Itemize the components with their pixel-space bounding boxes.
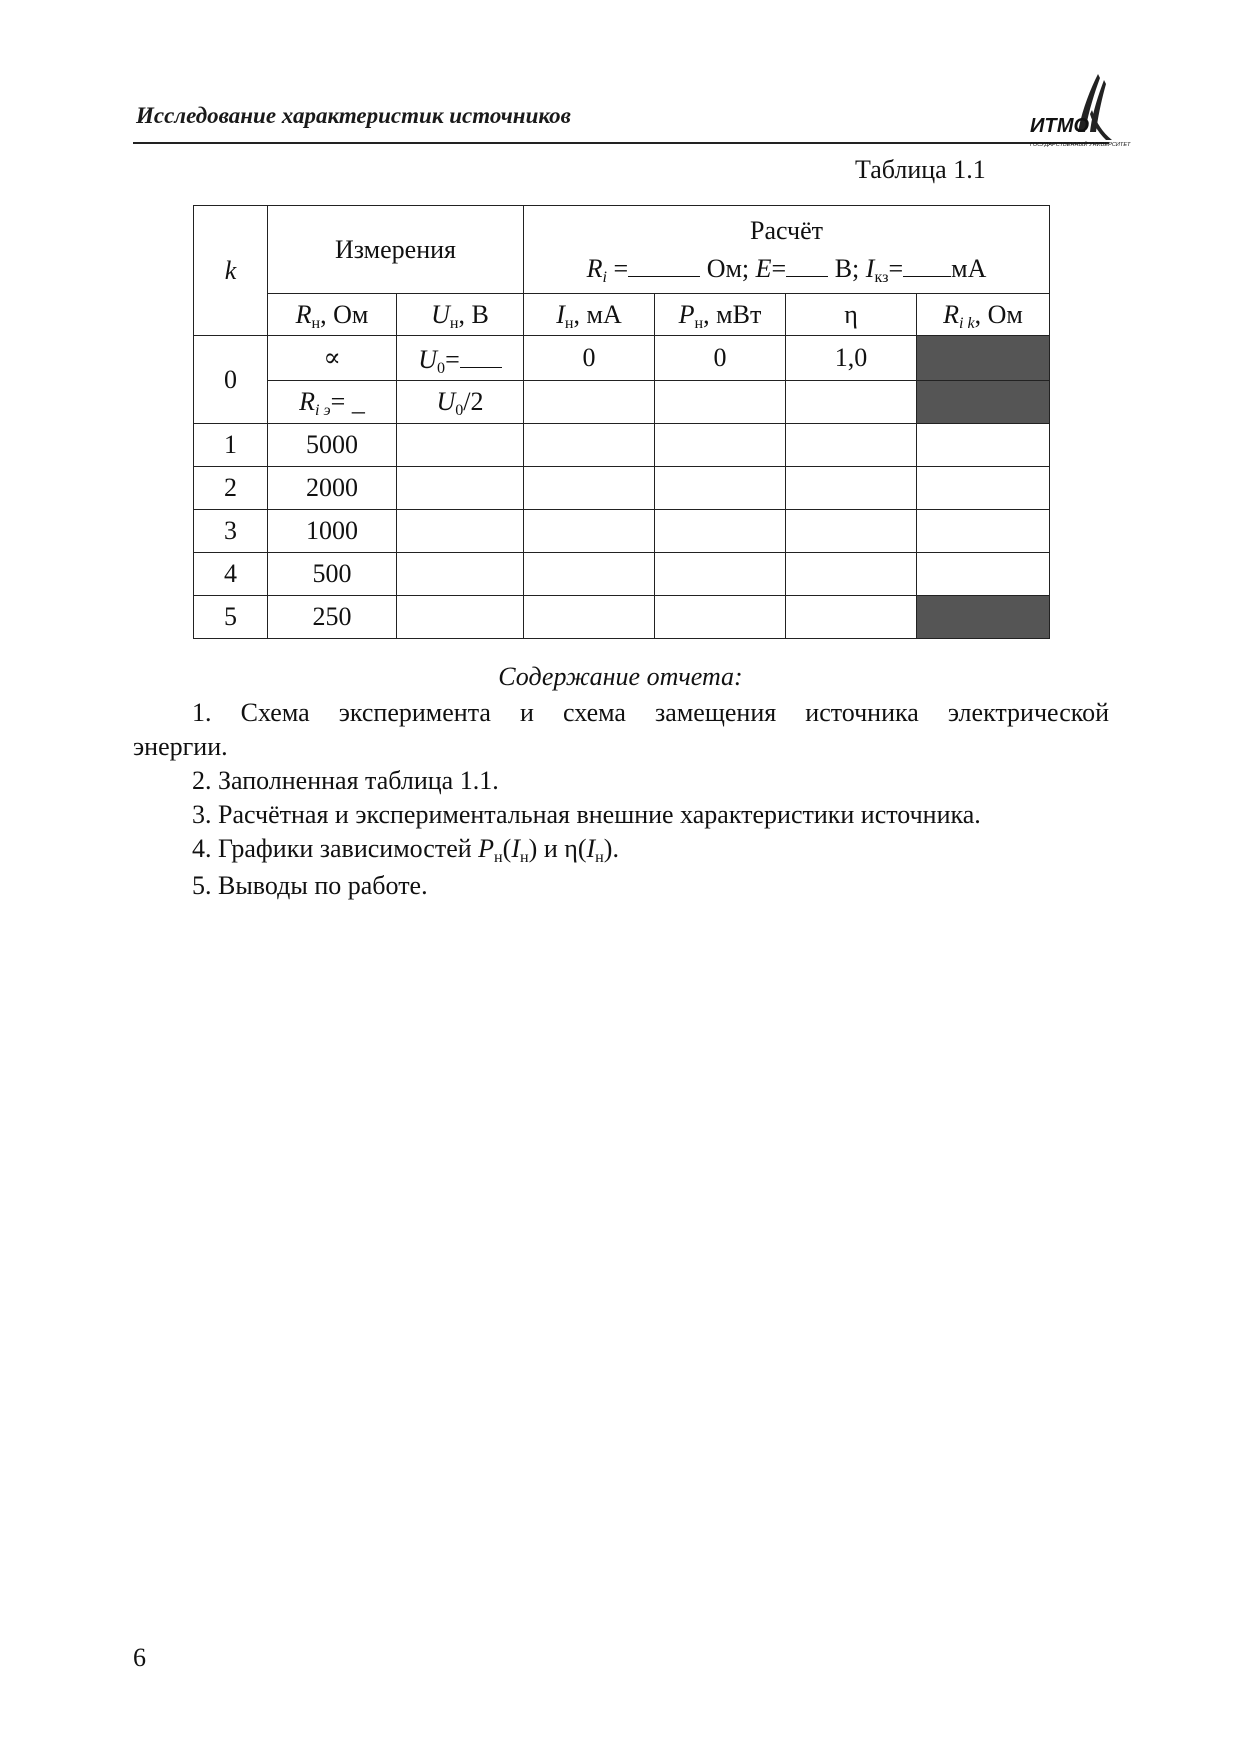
calc-header-title: Расчёт	[750, 215, 823, 245]
row-r-cell	[268, 596, 397, 639]
row0-k-cell	[194, 336, 268, 424]
table-cell	[655, 510, 786, 553]
row0-i: 0	[582, 343, 596, 373]
row-r-cell	[268, 424, 397, 467]
item4-i-symbol: I	[511, 834, 521, 863]
row-r-cell	[268, 510, 397, 553]
un-column-header	[397, 294, 524, 336]
table-cell	[524, 510, 655, 553]
table-cell	[397, 596, 524, 639]
row-k-cell	[194, 553, 268, 596]
u0half-rest: /2	[463, 387, 484, 417]
table-cell	[786, 424, 917, 467]
ri-subscript: i	[602, 268, 608, 286]
item4-and: и	[537, 834, 565, 863]
report-contents-list	[133, 696, 1109, 903]
report-item-2: 2. Заполненная таблица 1.1.	[192, 766, 499, 795]
row0-eta: 1,0	[834, 343, 868, 373]
e-equals: =	[771, 253, 787, 283]
table-cell	[786, 381, 917, 424]
calc-header-cell	[524, 206, 1050, 294]
item4-i-subscript: н	[520, 848, 529, 866]
row-k: 1	[224, 430, 237, 460]
ikz-symbol: I	[865, 253, 875, 283]
pn-symbol: P	[678, 299, 695, 329]
ri-blank	[628, 250, 700, 277]
rik-symbol: R	[943, 299, 959, 329]
e-symbol: E	[755, 253, 772, 283]
eta-column-header	[786, 294, 917, 336]
measurement-table	[193, 205, 1050, 639]
in-unit: , мА	[573, 299, 622, 329]
ri-equals: =	[607, 253, 629, 283]
u0-symbol: U	[418, 345, 438, 375]
infinity-symbol: ∝	[323, 343, 341, 373]
report-item-3: 3. Расчётная и экспериментальная внешние характеристики источника.	[192, 800, 981, 829]
table-cell	[524, 381, 655, 424]
item4-p-symbol: P	[478, 834, 495, 863]
table-cell	[786, 510, 917, 553]
table-cell	[917, 467, 1050, 510]
row-k: 5	[224, 602, 237, 632]
ikz-equals: =	[888, 253, 904, 283]
measurements-header: Измерения	[335, 234, 456, 264]
table-cell	[917, 510, 1050, 553]
table-row	[194, 467, 1050, 510]
itmo-logo	[1030, 70, 1131, 158]
row-k-cell	[194, 424, 268, 467]
row0-u0-cell	[397, 336, 524, 381]
row-r-cell	[268, 467, 397, 510]
table-cell	[397, 510, 524, 553]
table-cell	[655, 424, 786, 467]
eta-symbol: η	[844, 299, 858, 329]
report-item-4	[133, 832, 1109, 866]
in-symbol: I	[556, 299, 565, 329]
row0-rik-shaded-cell	[917, 336, 1050, 381]
item4-i2-symbol: I	[586, 834, 596, 863]
table-cell	[917, 553, 1050, 596]
row-k-cell	[194, 467, 268, 510]
report-item-5: 5. Выводы по работе.	[192, 871, 428, 900]
table-header-row-1	[194, 206, 1050, 294]
logo-subtitle: ГОСУДАРСТВЕННЫЙ УНИВЕРСИТЕТ	[1030, 142, 1131, 148]
row-k-cell	[194, 596, 268, 639]
row0-u0half-cell	[397, 381, 524, 424]
table-cell	[786, 467, 917, 510]
rik-subscript: i k	[959, 314, 975, 332]
un-unit: , В	[458, 299, 489, 329]
ikz-subscript: кз	[874, 268, 889, 286]
report-title: Содержание отчета:	[498, 662, 743, 691]
ri-unit: Ом;	[700, 253, 756, 283]
row-k: 2	[224, 473, 237, 503]
item4-eta: η(	[564, 834, 587, 863]
row-k: 3	[224, 516, 237, 546]
rik-unit: , Ом	[974, 299, 1023, 329]
row5-rik-shaded-cell	[917, 596, 1050, 639]
table-row	[194, 510, 1050, 553]
table-cell	[655, 467, 786, 510]
table-cell	[524, 596, 655, 639]
table-row	[194, 596, 1050, 639]
item4-end: ).	[603, 834, 619, 863]
calc-header-params	[524, 250, 1049, 284]
rn-unit: , Ом	[320, 299, 369, 329]
u0-subscript: 0	[437, 359, 446, 377]
report-item-1: 1. Схема эксперимента и схема замещения источника электрической энергии.	[133, 698, 1109, 761]
item4-i2-subscript: н	[595, 848, 604, 866]
un-symbol: U	[431, 299, 450, 329]
table-cell	[397, 467, 524, 510]
table-cell	[786, 596, 917, 639]
u0half-symbol: U	[436, 387, 456, 417]
table-cell	[524, 467, 655, 510]
table-cell	[786, 553, 917, 596]
table-row	[194, 424, 1050, 467]
table-cell	[397, 553, 524, 596]
table-row-0b	[194, 381, 1050, 424]
table-caption: Таблица 1.1	[855, 155, 986, 184]
row-r-cell	[268, 553, 397, 596]
row0-rie-cell	[268, 381, 397, 424]
table-header-row-2	[194, 294, 1050, 336]
item4-close-paren: )	[528, 834, 538, 863]
row0-p-cell	[655, 336, 786, 381]
rie-blank: _	[351, 387, 365, 417]
rie-subscript: i э	[315, 401, 331, 419]
row0-i-cell	[524, 336, 655, 381]
un-subscript: н	[449, 314, 459, 332]
table-cell	[655, 381, 786, 424]
row-k: 4	[224, 559, 237, 589]
e-blank	[786, 250, 828, 277]
item4-open-paren: (	[502, 834, 512, 863]
header-rule	[133, 142, 1109, 144]
in-column-header	[524, 294, 655, 336]
measurements-header-cell	[268, 206, 524, 294]
rn-subscript: н	[311, 314, 321, 332]
row0-k: 0	[224, 364, 237, 394]
pn-subscript: н	[694, 314, 704, 332]
rn-symbol: R	[295, 299, 312, 329]
row0-r-inf-cell	[268, 336, 397, 381]
logo-text: ИТМО	[1030, 115, 1090, 137]
row-r: 500	[312, 559, 352, 589]
row0b-rik-shaded-cell	[917, 381, 1050, 424]
k-header-cell	[194, 206, 268, 336]
u0-equals: =	[445, 345, 460, 375]
u0half-subscript: 0	[455, 401, 464, 419]
running-header-title: Исследование характеристик источников	[136, 103, 571, 128]
table-cell	[397, 424, 524, 467]
ikz-unit: мА	[951, 253, 987, 283]
table-cell	[917, 424, 1050, 467]
rik-column-header	[917, 294, 1050, 336]
row-r: 5000	[306, 430, 358, 460]
page-number: 6	[133, 1643, 146, 1672]
row0-p: 0	[713, 343, 727, 373]
row0-eta-cell	[786, 336, 917, 381]
rie-symbol: R	[299, 387, 316, 417]
e-unit: В;	[828, 253, 866, 283]
item4-p-subscript: н	[494, 848, 503, 866]
pn-column-header	[655, 294, 786, 336]
in-subscript: н	[564, 314, 574, 332]
item4-prefix: 4. Графики зависимостей	[192, 834, 479, 863]
row-r: 1000	[306, 516, 358, 546]
table-row	[194, 553, 1050, 596]
table-row-0a	[194, 336, 1050, 381]
table-cell	[655, 553, 786, 596]
row-k-cell	[194, 510, 268, 553]
row-r: 2000	[306, 473, 358, 503]
rn-column-header	[268, 294, 397, 336]
table-cell	[524, 553, 655, 596]
u0-blank	[460, 341, 502, 368]
pn-unit: , мВт	[703, 299, 762, 329]
row-r: 250	[312, 602, 352, 632]
table-cell	[524, 424, 655, 467]
ri-symbol: R	[586, 253, 603, 283]
k-header: k	[224, 255, 237, 285]
ikz-blank	[903, 250, 951, 277]
rie-equals: =	[330, 387, 352, 417]
table-cell	[655, 596, 786, 639]
